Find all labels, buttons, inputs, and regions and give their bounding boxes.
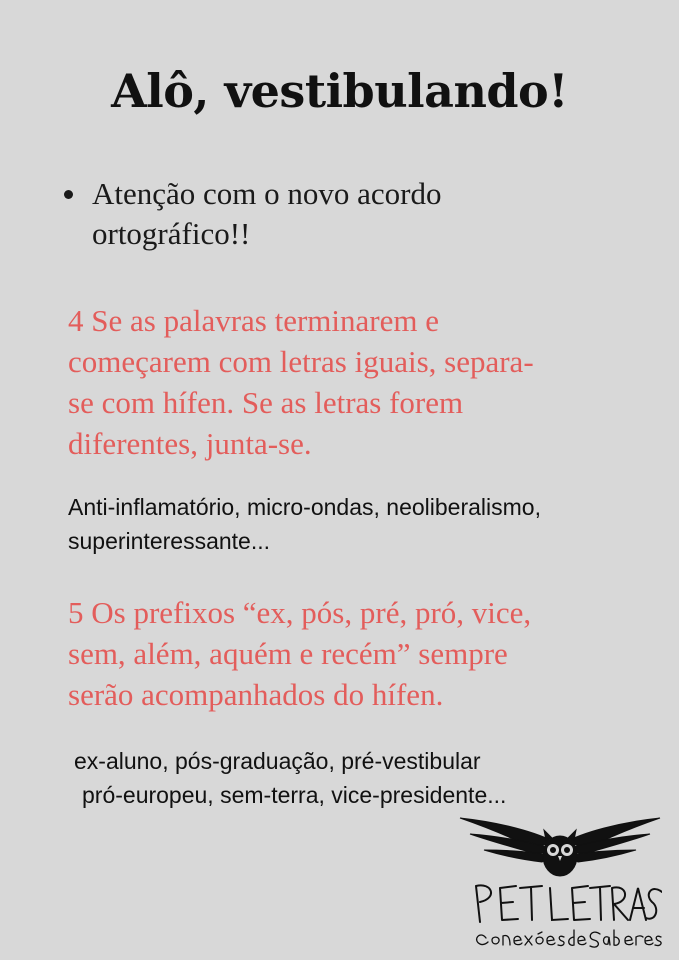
rule-5-line: serão acompanhados do hífen.: [68, 677, 444, 712]
rule-5: [68, 592, 648, 715]
bullet-text-line: ortográfico!!: [92, 216, 251, 251]
rule-4-line: 4 Se as palavras terminarem e: [68, 303, 439, 338]
rule-4-line: se com hífen. Se as letras forem: [68, 385, 464, 420]
rule-4-line: começarem com letras iguais, separa-: [68, 344, 534, 379]
example-line: superinteressante...: [68, 528, 271, 554]
rule-5-line: 5 Os prefixos “ex, pós, pré, pró, vice,: [68, 595, 532, 630]
example-line: pró-europeu, sem-terra, vice-presidente...: [82, 782, 507, 808]
rule-5-line: sem, além, aquém e recém” sempre: [68, 636, 508, 671]
example-line: Anti-inflamatório, micro-ondas, neoliberalismo,: [68, 494, 541, 520]
logo-tagline-conexoes-de-saberes: [477, 930, 661, 947]
pet-letras-logo: [458, 812, 662, 952]
bullet-text: [92, 174, 624, 254]
owl-icon: [460, 818, 660, 876]
bullet-item: [64, 174, 624, 254]
rule-5-examples: [74, 744, 614, 812]
bullet-text-line: Atenção com o novo acordo: [92, 176, 442, 211]
rule-4-line: diferentes, junta-se.: [68, 426, 312, 461]
rule-4: [68, 300, 648, 464]
example-line: ex-aluno, pós-graduação, pré-vestibular: [74, 748, 481, 774]
logo-wordmark-pet-letras: [476, 885, 662, 922]
bullet-dot-icon: [64, 190, 73, 199]
rule-4-examples: [68, 490, 648, 558]
poster-title: Alô, vestibulando!: [111, 64, 568, 118]
